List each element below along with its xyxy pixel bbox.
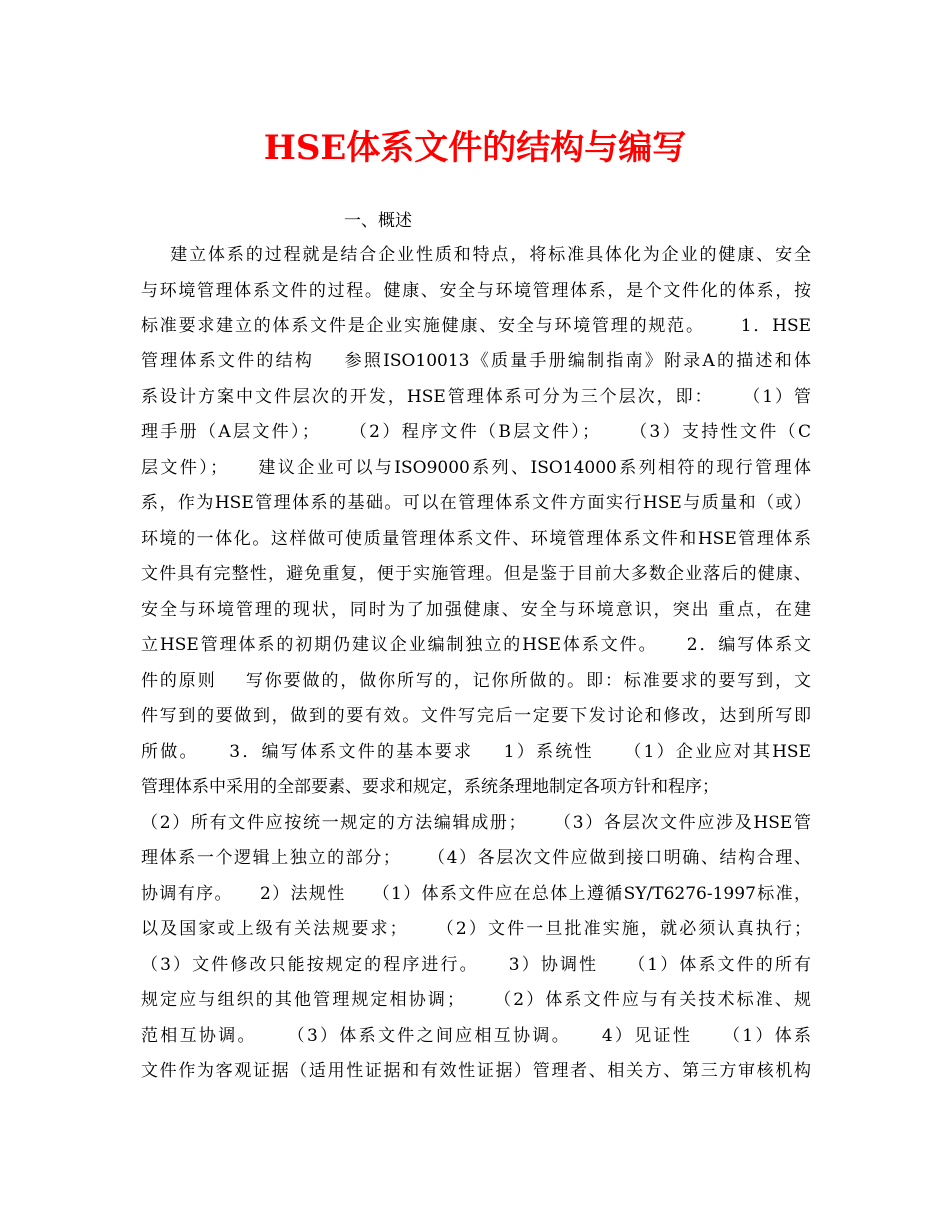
- body-line: 标准要求建立的体系文件是企业实施健康、安全与环境管理的规范。 1．HSE: [141, 316, 811, 336]
- body-line: （2）所有文件应按统一规定的方法编辑成册； （3）各层次文件应涉及HSE管: [141, 813, 811, 833]
- body-line: 管理体系文件的结构 参照ISO10013《质量手册编制指南》附录A的描述和体: [141, 351, 811, 371]
- body-line: 层文件）； 建议企业可以与ISO9000系列、ISO14000系列相符的现行管理体: [141, 458, 811, 478]
- body-line: 理体系一个逻辑上独立的部分； （4）各层次文件应做到接口明确、结构合理、: [141, 848, 811, 868]
- body-line: 与环境管理体系文件的过程。健康、安全与环境管理体系，是个文件化的体系，按: [141, 281, 811, 301]
- body-line: 件的原则 写你要做的，做你所写的，记你所做的。即：标准要求的要写到，文: [141, 671, 811, 691]
- body-line: 以及国家或上级有关法规要求； （2）文件一旦批准实施，就必须认真执行；: [141, 919, 811, 939]
- body-line: 所做。 3．编写体系文件的基本要求 1）系统性 （1）企业应对其HSE: [141, 742, 811, 762]
- body-line: 理手册（A层文件）； （2）程序文件（B层文件）； （3）支持性文件（C: [141, 422, 811, 442]
- document-title: HSE体系文件的结构与编写: [263, 128, 687, 168]
- body-line: 件写到的要做到，做到的要有效。文件写完后一定要下发讨论和修改，达到所写即: [141, 706, 811, 726]
- body-line: 规定应与组织的其他管理规定相协调； （2）体系文件应与有关技术标准、规: [141, 990, 811, 1010]
- body-line: 文件具有完整性，避免重复，便于实施管理。但是鉴于目前大多数企业落后的健康、: [141, 564, 811, 584]
- body-line: 安全与环境管理的现状，同时为了加强健康、安全与环境意识，突出 重点，在建: [141, 600, 811, 620]
- body-line: 系，作为HSE管理体系的基础。可以在管理体系文件方面实行HSE与质量和（或）: [141, 493, 811, 513]
- body-line: 系设计方案中文件层次的开发，HSE管理体系可分为三个层次，即： （1）管: [141, 387, 811, 407]
- body-line: 环境的一体化。这样做可使质量管理体系文件、环境管理体系文件和HSE管理体系: [141, 529, 811, 549]
- body-line: 建立体系的过程就是结合企业性质和特点，将标准具体化为企业的健康、安全: [141, 245, 811, 265]
- section-heading: 一、概述: [344, 211, 412, 231]
- body-line: 协调有序。 2）法规性 （1）体系文件应在总体上遵循SY/T6276-1997标准，: [141, 884, 811, 904]
- body-line: 文件作为客观证据（适用性证据和有效性证据）管理者、相关方、第三方审核机构: [141, 1061, 811, 1081]
- body-line: （3）文件修改只能按规定的程序进行。 3）协调性 （1）体系文件的所有: [141, 955, 811, 975]
- body-line: 立HSE管理体系的初期仍建议企业编制独立的HSE体系文件。 2．编写体系文: [141, 635, 811, 655]
- body-line: 范相互协调。 （3）体系文件之间应相互协调。 4）见证性 （1）体系: [141, 1026, 811, 1046]
- body-line: 管理体系中采用的全部要素、要求和规定，系统条理地制定各项方针和程序；: [141, 777, 719, 797]
